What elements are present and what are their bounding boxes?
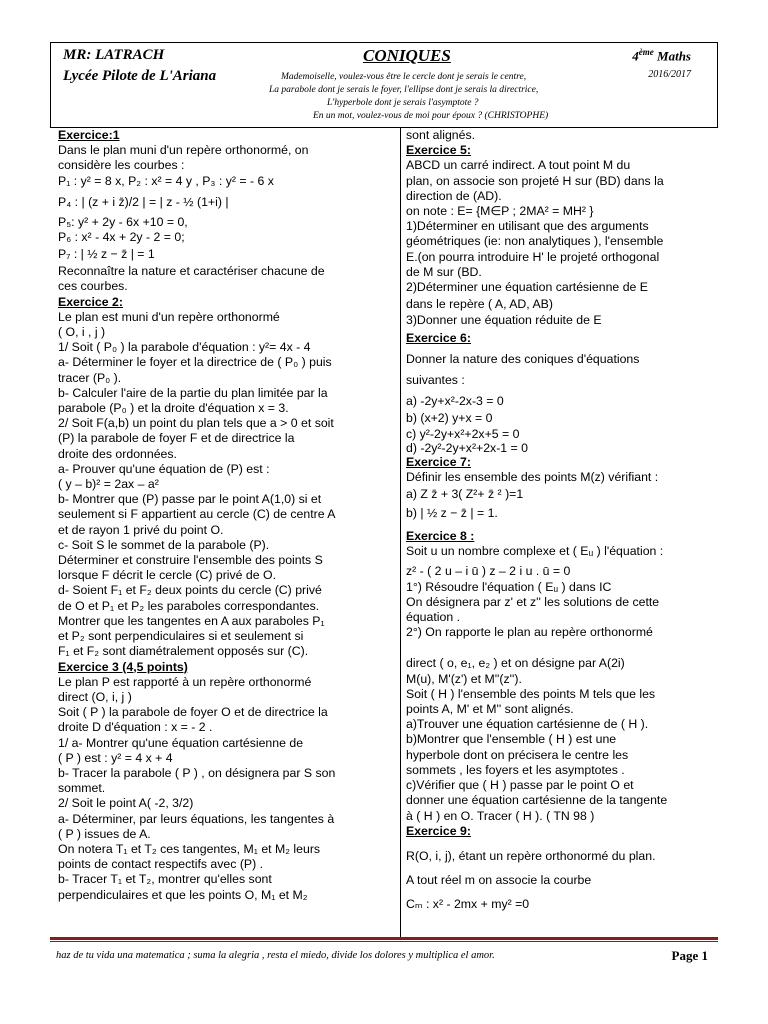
exercise-8-title: Exercice 8 : [406, 529, 475, 544]
exercise-3-line: On notera T₁ et T₂ ces tangentes, M₁ et M₂ leurs [58, 841, 321, 856]
exercise-8-line: 1°) Résoudre l'équation ( Eᵤ ) dans IC [406, 579, 612, 594]
exercise-1-formula-p7: P₇ : | ½ z − z̄ | = 1 [58, 247, 155, 262]
exercise-3-line: perpendiculaires et que les points O, M₁ et M₂ [58, 887, 308, 902]
exercise-2-line: ( O, i , j ) [58, 325, 106, 340]
quote-line-4: En un mot, voulez-vous de moi pour époux ? (CHRISTOPHE) [313, 111, 549, 121]
exercise-8-line: direct ( o, e₁, e₂ ) et on désigne par A(2i) [406, 656, 625, 671]
exercise-2-line: seulement si F appartient au cercle (C) de centre A [58, 507, 336, 522]
teacher-name: MR: LATRACH [63, 47, 165, 63]
footer-rule-thin [50, 941, 718, 942]
exercise-3-line: ( P ) issues de A. [58, 826, 151, 841]
exercise-9-line: Cₘ : x² - 2mx + my² =0 [406, 896, 530, 911]
exercise-3-line: b- Tracer la parabole ( P ) , on désignera par S son [58, 765, 336, 780]
exercise-3-line: points de contact respectifs avec (P) . [58, 857, 264, 872]
exercise-5-line: plan, on associe son projeté H sur (BD) dans la [406, 173, 664, 188]
exercise-8-line: M(u), M'(z') et M''(z''). [406, 671, 522, 686]
exercise-2-line: 2/ Soit F(a,b) un point du plan tels que a > 0 et soit [58, 416, 334, 431]
exercise-3-line: a- Déterminer, par leurs équations, les tangentes à [58, 811, 335, 826]
exercise-1-line: Dans le plan muni d'un repère orthonormé, on [58, 143, 309, 158]
exercise-8-line: z² - ( 2 u – i ū ) z – 2 i u . ū = 0 [406, 564, 571, 579]
exercise-2-line: de O et P₁ et P₂ les paraboles correspondantes. [58, 598, 320, 613]
exercise-8-line: hyperbole dont on précisera le centre les [406, 747, 629, 762]
exercise-8-line: On désignera par z' et z'' les solutions de cette [406, 594, 660, 609]
exercise-2-line: Le plan est muni d'un repère orthonormé [58, 309, 280, 324]
exercise-2-line: lorsque F décrit le cercle (C) privé de O. [58, 568, 276, 583]
exercise-7-body [406, 470, 726, 523]
exercise-5-line: on note : E= {M∈P ; 2MA² = MH² } [406, 204, 594, 219]
exercise-2-line: (P) la parabole de foyer F et de directrice la [58, 431, 295, 446]
page-number: Page 1 [671, 948, 708, 963]
exercise-5-line: E.(on pourra introduire H' le projeté orthogonal [406, 249, 660, 264]
exercise-6-line: b) (x+2) y+x = 0 [406, 410, 493, 425]
document-title: CONIQUES [363, 46, 451, 65]
exercise-8-line: Soit ( H ) l'ensemble des points M tels que les [406, 686, 656, 701]
continuation-line: sont alignés. [406, 128, 476, 142]
exercise-2-line: a- Prouver qu'une équation de (P) est : [58, 461, 270, 476]
exercise-9-line: A tout réel m on associe la courbe [406, 872, 592, 887]
quote-line-1: Mademoiselle, voulez-vous être le cercle dont je serais le centre, [281, 72, 527, 82]
exercise-2-line: droite des ordonnées. [58, 446, 177, 461]
exercise-3-line: sommet. [58, 781, 106, 796]
exercise-5-line: direction de (AD). [406, 188, 502, 203]
exercise-2-line: a- Déterminer le foyer et la directrice de ( P₀ ) puis [58, 355, 332, 370]
exercise-8-line: points A, M' et M'' sont alignés. [406, 702, 574, 717]
exercise-2-line: F₁ et F₂ sont diamétralement opposés sur (C). [58, 644, 309, 659]
exercise-1-line: P₁ : y² = 8 x, P₂ : x² = 4 y , P₃ : y² = - 6 x [58, 173, 274, 188]
exercise-8-line: à ( H ) en O. Tracer ( H ). ( TN 98 ) [406, 808, 595, 823]
school-year: 2016/2017 [648, 69, 691, 80]
exercise-3-line: b- Tracer T₁ et T₂, montrer qu'elles sont [58, 872, 272, 887]
exercise-3-line: 2/ Soit le point A( -2, 3/2) [58, 796, 194, 811]
exercise-2-line: et P₂ sont perpendiculaires si et seulement si [58, 629, 304, 644]
exercise-3-line: 1/ a- Montrer qu'une équation cartésienne de [58, 735, 304, 750]
exercise-5-line: de M sur (BD. [406, 264, 482, 279]
exercise-6-line: c) y²-2y+x²+2x+5 = 0 [406, 426, 520, 441]
exercise-8-line: sommets , les foyers et les asymptotes . [406, 762, 625, 777]
exercise-3-line: droite D d'équation : x = - 2 . [58, 720, 213, 735]
exercise-3-line: ( P ) est : y² = 4 x + 4 [58, 750, 173, 765]
exercise-2-line: Déterminer et construire l'ensemble des points S [58, 553, 323, 568]
exercise-1-line: considère les courbes : [58, 158, 185, 173]
exercise-7-line: a) Z z̄ + 3( Z²+ z̄ ² )=1 [406, 487, 524, 502]
exercise-5-line: 1)Déterminer en utilisant que des arguments [406, 219, 649, 234]
left-column [58, 128, 400, 903]
exercise-5-line: dans le repère ( A, AD, AB) [406, 297, 553, 312]
exercise-3-title: Exercice 3 (4,5 points) [58, 659, 188, 674]
exercise-3-body [58, 675, 400, 903]
exercise-8-line: donner une équation cartésienne de la tangente [406, 793, 668, 808]
quote-line-3: L'hyperbole dont je serais l'asymptote ? [327, 98, 479, 108]
exercise-9-line: R(O, i, j), étant un repère orthonormé du plan. [406, 848, 656, 863]
header-box [50, 42, 718, 128]
exercise-8-line: a)Trouver une équation cartésienne de ( H ). [406, 717, 649, 732]
exercise-5-body [406, 158, 726, 328]
exercise-5-line: 2)Déterminer une équation cartésienne de E [406, 280, 648, 295]
exercise-6-body [406, 351, 726, 455]
exercise-3-line: direct (O, i, j ) [58, 689, 132, 704]
exercise-5-line: 3)Donner une équation réduite de E [406, 313, 602, 328]
exercise-5-line: ABCD un carré indirect. A tout point M du [406, 158, 631, 173]
exercise-1-line: P₆ : x² - 4x + 2y - 2 = 0; [58, 230, 185, 245]
exercise-8-line: b)Montrer que l'ensemble ( H ) est une [406, 732, 617, 747]
quote-line-2: La parabole dont je serais le foyer, l'ellipse dont je serais la directrice, [269, 85, 539, 95]
exercise-2-line: parabole (P₀ ) et la droite d'équation x = 3. [58, 401, 289, 416]
exercise-7-line: Définir les ensemble des points M(z) vérifiant : [406, 469, 659, 484]
exercise-2-line: c- Soit S le sommet de la parabole (P). [58, 537, 270, 552]
exercise-7-line: b) | ½ z − z̄ | = 1. [406, 506, 498, 521]
exercise-2-line: ( y – b)² = 2ax – a² [58, 477, 159, 492]
exercise-2-line: b- Calculer l'aire de la partie du plan limitée par la [58, 385, 328, 400]
exercise-2-line: tracer (P₀ ). [58, 370, 122, 385]
exercise-8-line: Soit u un nombre complexe et ( Eᵤ ) l'équation : [406, 544, 664, 559]
exercise-7-title: Exercice 7: [406, 454, 471, 469]
school-name: Lycée Pilote de L'Ariana [63, 68, 217, 84]
exercise-9-title: Exercice 9: [406, 823, 471, 838]
footer-motto: haz de tu vida una matematica ; suma la alegria , resta el miedo, divide los dolores y multiplica el amor. [56, 950, 495, 961]
exercise-2-title: Exercice 2: [58, 294, 123, 309]
exercise-2-line: b- Montrer que (P) passe par le point A(1,0) si et [58, 492, 322, 507]
right-column [406, 128, 726, 913]
exercise-1-line: ces courbes. [58, 279, 128, 294]
exercise-8-body [406, 544, 726, 823]
footer-rule [50, 937, 718, 940]
exercise-2-body [58, 310, 400, 660]
exercise-1-line: P₅: y² + 2y - 6x +10 = 0, [58, 214, 188, 229]
exercise-8-line: c)Vérifier que ( H ) passe par le point O et [406, 778, 634, 793]
exercise-6-line: d) -2y²-2y+x²+2x-1 = 0 [406, 440, 528, 455]
exercise-6-line: a) -2y+x²-2x-3 = 0 [406, 393, 504, 408]
exercise-1-line: Reconnaître la nature et caractériser chacune de [58, 264, 325, 279]
exercise-2-line: d- Soient F₁ et F₂ deux points du cercle (C) privé [58, 583, 322, 598]
exercise-6-title: Exercice 6: [406, 331, 471, 346]
exercise-3-line: Soit ( P ) la parabole de foyer O et de directrice la [58, 705, 328, 720]
exercise-9-body [406, 847, 726, 913]
exercise-1-title: Exercice:1 [58, 128, 120, 142]
exercise-6-line: suivantes : [406, 372, 465, 387]
exercise-6-line: Donner la nature des coniques d'équations [406, 351, 640, 366]
exercise-5-line: géométriques (ie: non analytiques ), l'ensemble [406, 234, 664, 249]
exercise-2-line: 1/ Soit ( P₀ ) la parabole d'équation : y²= 4x - 4 [58, 340, 311, 355]
grade-label: 4ème Maths [632, 47, 691, 64]
exercise-3-line: Le plan P est rapporté à un repère orthonormé [58, 674, 312, 689]
exercise-2-line: Montrer que les tangentes en A aux paraboles P₁ [58, 613, 325, 628]
exercise-5-title: Exercice 5: [406, 143, 471, 158]
column-divider [400, 128, 401, 940]
exercise-2-line: et de rayon 1 privé du point O. [58, 522, 224, 537]
exercise-8-line: 2°) On rapporte le plan au repère orthonormé [406, 625, 653, 640]
exercise-1-formula-p4: P₄ : | (z + i z̄)/2 | = | z - ½ (1+i) | [58, 194, 229, 209]
exercise-8-line: équation . [406, 610, 461, 625]
